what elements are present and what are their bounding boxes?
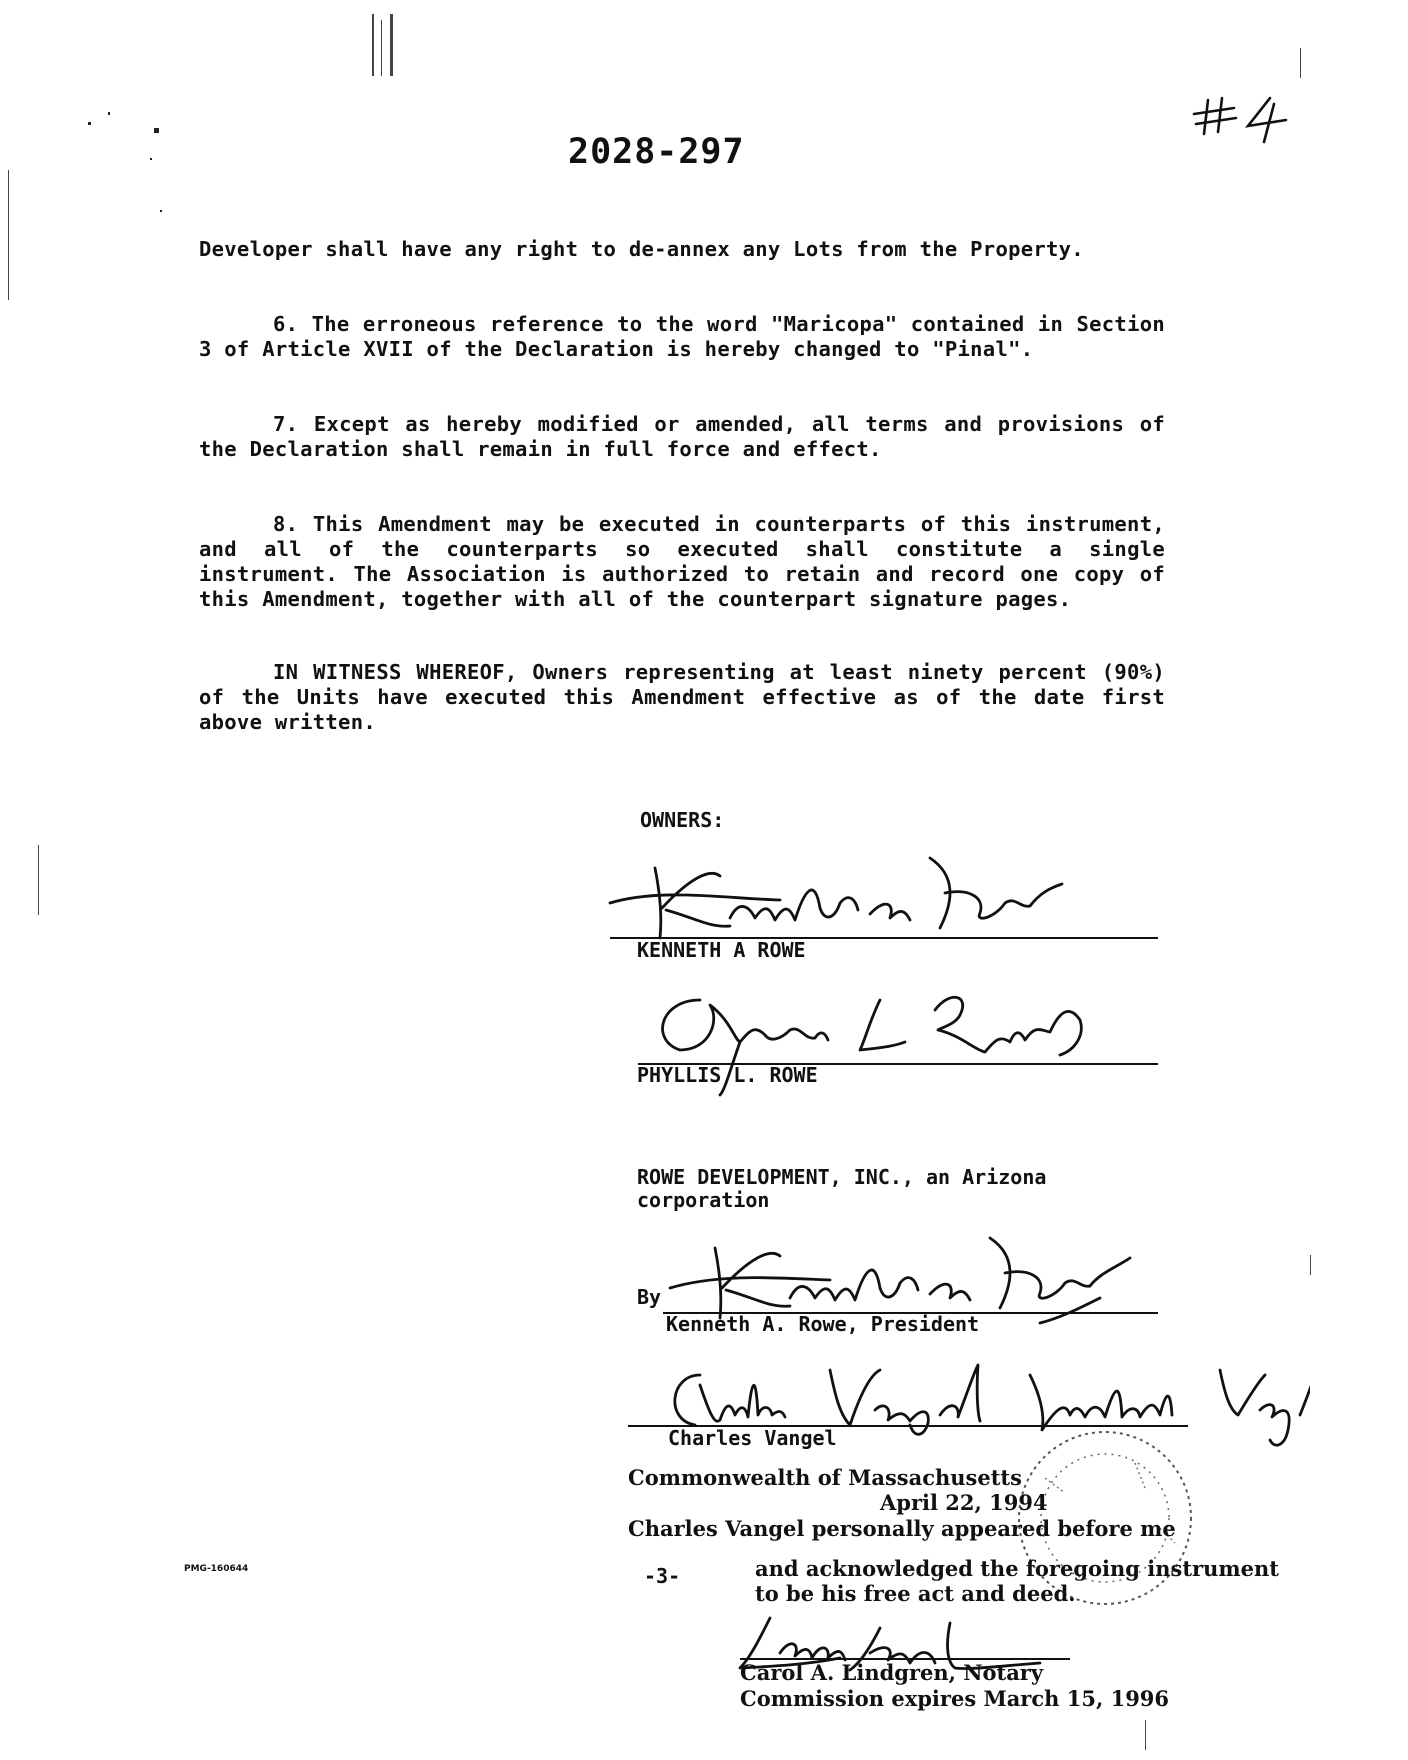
exhibit-mark (1188, 92, 1298, 144)
scan-mark (1145, 1720, 1146, 1750)
speck (150, 158, 152, 160)
scan-mark (1310, 1255, 1311, 1275)
by-label: By (637, 1285, 662, 1309)
paragraph-6: 6. The erroneous reference to the word "Maricopa" contained in Section 3 of Article XVII of the Declaration is hereby changed to "Pinal". (199, 312, 1165, 361)
document-number: 2028-297 (568, 132, 745, 172)
footer-code: PMG-160644 (184, 1564, 249, 1574)
notary-line-2: and acknowledged the foregoing instrument (755, 1556, 1279, 1581)
scan-mark (372, 14, 374, 76)
notary-name: Carol A. Lindgren, Notary (740, 1660, 1044, 1685)
notary-line-3: to be his free act and deed. (755, 1581, 1076, 1606)
paragraph-7: 7. Except as hereby modified or amended, all terms and provisions of the Declaration shall remain in full force and effect. (199, 412, 1165, 461)
paragraph-witness: IN WITNESS WHEREOF, Owners representing at least ninety percent (90%) of the Units have executed this Amendment effective as of the date first above written. (199, 660, 1165, 734)
speck (88, 122, 91, 125)
paragraph-continuation: Developer shall have any right to de-annex any Lots from the Property. (199, 237, 1084, 261)
page-number: -3- (644, 1564, 681, 1588)
extra-signer-name: Charles Vangel (668, 1426, 837, 1450)
notary-date: April 22, 1994 (880, 1490, 1048, 1515)
owner2-name: PHYLLIS L. ROWE (637, 1063, 818, 1087)
scan-mark (38, 845, 39, 915)
notary-jurisdiction: Commonwealth of Massachusetts (628, 1465, 1022, 1490)
by-signer-title: Kenneth A. Rowe, President (666, 1312, 980, 1336)
company-line-1: ROWE DEVELOPMENT, INC., an Arizona (637, 1165, 1047, 1189)
owner1-name: KENNETH A ROWE (637, 938, 806, 962)
company-line-2: corporation (637, 1188, 770, 1212)
scan-mark (390, 14, 393, 76)
notary-commission: Commission expires March 15, 1996 (740, 1686, 1170, 1711)
owners-label: OWNERS: (640, 808, 725, 832)
scan-mark (1300, 48, 1301, 78)
scan-mark (8, 170, 9, 300)
speck (160, 210, 162, 212)
scan-mark (381, 20, 382, 76)
speck (108, 112, 110, 115)
paragraph-8: 8. This Amendment may be executed in counterparts of this instrument, and all of the counterparts so executed shall constitute a single instrument. The Association is authorized to retain and record one copy of this Amendment, together with all of the counterpart signature pages. (199, 512, 1165, 611)
speck (154, 128, 159, 133)
notary-line-1: Charles Vangel personally appeared before me (628, 1516, 1176, 1541)
